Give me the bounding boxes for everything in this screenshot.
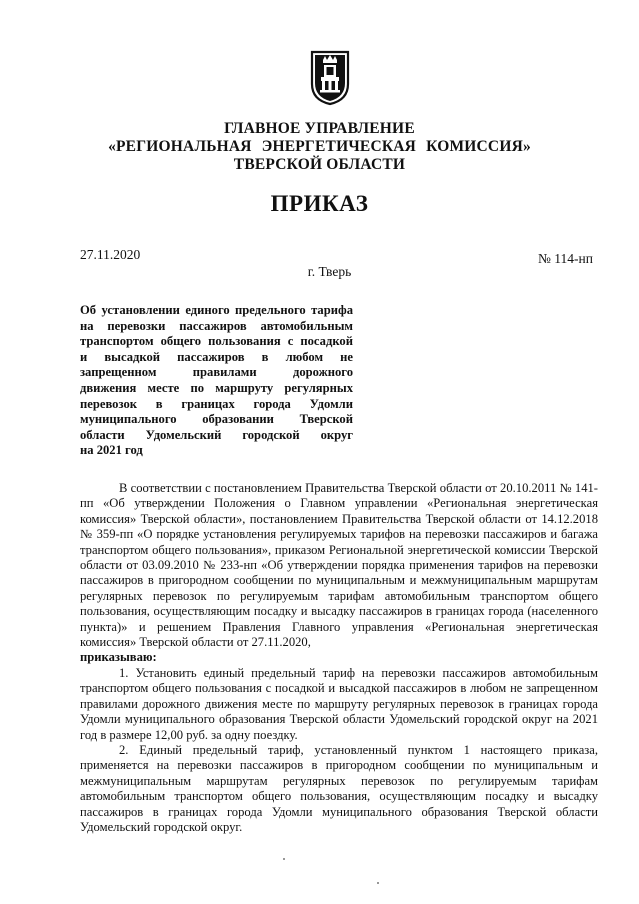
subject-line: запрещенном правилами дорожного <box>80 365 353 380</box>
document-body <box>80 481 598 835</box>
subject-line: муниципального образовании Тверской <box>80 412 353 427</box>
document-date: 27.11.2020 <box>80 247 141 262</box>
document-number: № 114-нп <box>538 251 593 266</box>
preamble-paragraph: В соответствии с постановлением Правительства Тверской области от 20.10.2011 № 141-пп «Об утверждении Положения о Главном управлении «Региональная энергетическая комиссия» Тверской области», постановлением Правительства Тверской области от 14.12.2018 № 359-пп «О порядке установления регулируемых тарифов на перевозки пассажиров и багажа транспортом общего пользования», приказом Региональной энергетической комиссии Тверской области от 03.09.2010 № 233-нп «Об утверждении порядка применения тарифов на перевозки пассажиров в пригородном сообщении по муниципальным и межмуниципальным маршрутам регулярных перевозок по регулируемым тарифам автомобильным транспортом общего пользования, осуществляющим посадку и высадку пассажиров в границах города (населенного пункта)» и решением Правления Главного управления «Региональная энергетическая комиссия» Тверской области от 27.11.2020, <box>80 481 598 650</box>
subject-line: области Удомельский городской округ <box>80 427 353 442</box>
order-item-1: 1. Установить единый предельный тариф на перевозки пассажиров автомобильным транспортом общего пользования с посадкой и высадкой пассажиров в любом не запрещенном правилами дорожного движения месте по маршруту регулярных перевозок в границах города Удомли муниципального образования Тверской области Удомельский городской округ на 2021 год в размере 12,00 руб. за одну поездку. <box>80 665 598 742</box>
order-word: приказываю: <box>80 650 157 665</box>
subject-line: на 2021 год <box>80 443 143 458</box>
agency-title-line-3: ТВЕРСКОЙ ОБЛАСТИ <box>233 156 406 173</box>
subject-line: движения месте по маршруту регулярных <box>80 380 353 395</box>
tver-region-coat-of-arms-icon <box>310 50 350 106</box>
subject-line: Об установлении единого предельного тарифа <box>80 303 353 317</box>
scan-speck <box>283 858 285 860</box>
agency-title-line-2: «РЕГИОНАЛЬНАЯ ЭНЕРГЕТИЧЕСКАЯ КОМИССИЯ» <box>108 138 531 155</box>
subject-line: на перевозки пассажиров автомобильным <box>80 318 353 333</box>
scan-speck <box>377 882 379 884</box>
document-city: г. Тверь <box>307 264 352 279</box>
agency-title-line-1: ГЛАВНОЕ УПРАВЛЕНИЕ <box>224 120 415 137</box>
document-type-title: ПРИКАЗ <box>270 191 369 216</box>
order-item-2: 2. Единый предельный тариф, установленный пунктом 1 настоящего приказа, применяется на перевозки пассажиров в пригородном сообщении по муниципальным и межмуниципальным маршрутам регулярных перевозок по регулируемым тарифам автомобильным транспортом общего пользования, осуществляющим посадку и высадку пассажиров в границах города Удомли муниципального образования Тверской области Удомельский городской округ. <box>80 742 598 834</box>
document-subject <box>80 303 353 459</box>
subject-line: и высадкой пассажиров в любом не <box>80 349 353 364</box>
subject-line: перевозок в границах города Удомли <box>80 396 353 411</box>
subject-line: транспортом общего пользования с посадкой <box>80 334 353 349</box>
